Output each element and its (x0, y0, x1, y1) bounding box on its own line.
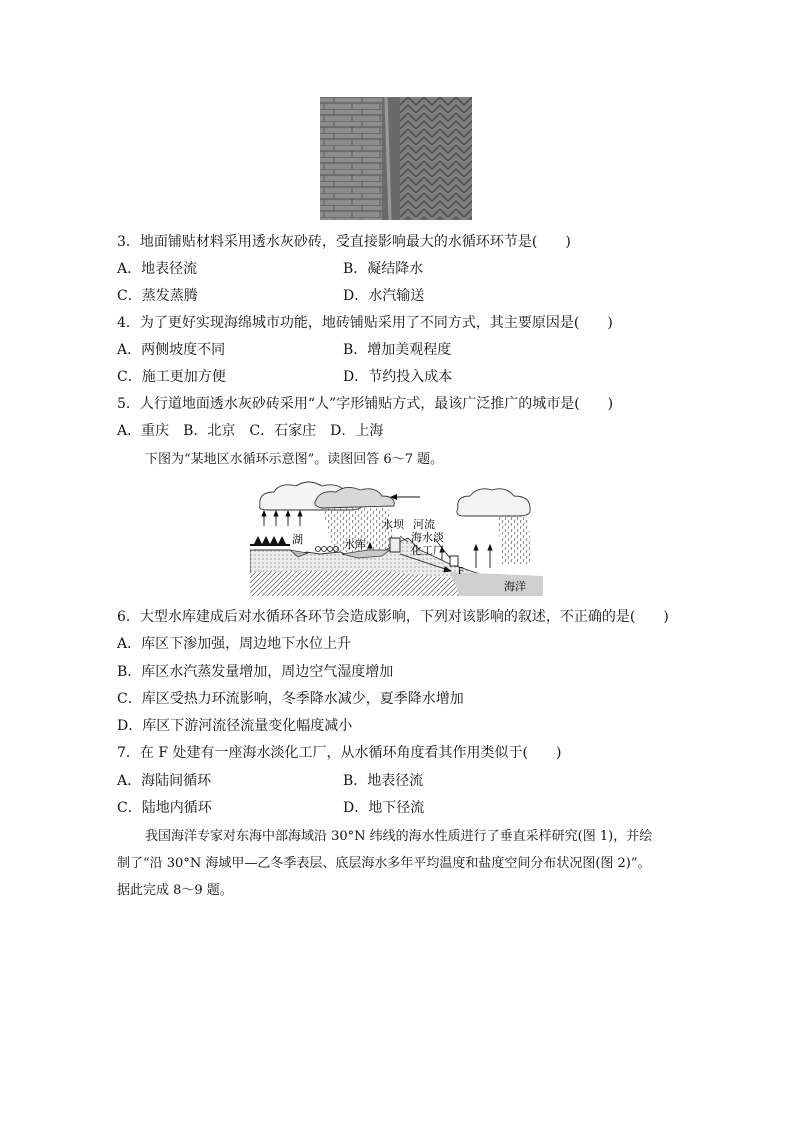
q5-stem: 5．人行道地面透水灰砂砖采用“人”字形铺贴方式，最该广泛推广的城市是( ) (117, 396, 614, 412)
q3-option-c[interactable]: C．蒸发蒸腾 (117, 288, 198, 304)
label-ocean: 海洋 (504, 581, 526, 593)
intro-6-7: 下图为“某地区水循环示意图”。读图回答 6～7 题。 (145, 452, 444, 467)
desalination-factory (450, 556, 458, 566)
ocean-water (450, 572, 543, 596)
pavement-photo (320, 97, 472, 220)
q6-option-a[interactable]: A．库区下渗加强，周边地下水位上升 (117, 636, 352, 652)
q6-stem: 6．大型水库建成后对水循环各环节会造成影响，下列对该影响的叙述，不正确的是( ) (117, 609, 669, 625)
intro-8-9-line3: 据此完成 8～9 题。 (117, 883, 233, 898)
q3-stem: 3．地面铺贴材料采用透水灰砂砖，受直接影响最大的水循环环节是( ) (117, 234, 571, 250)
label-lake: 湖 (292, 534, 303, 546)
label-reservoir: 水库 (344, 539, 366, 551)
q3-option-d[interactable]: D．水汽输送 (343, 288, 425, 304)
q4-stem: 4．为了更好实现海绵城市功能，地砖铺贴采用了不同方式，其主要原因是( ) (117, 315, 613, 331)
q7-stem: 7．在 F 处建有一座海水淡化工厂，从水循环角度看其作用类似于( ) (117, 745, 562, 761)
label-river: 河流 (413, 519, 435, 531)
q7-option-d[interactable]: D．地下径流 (343, 800, 425, 816)
q5-options[interactable]: A．重庆 B．北京 C．石家庄 D．上海 (117, 423, 384, 439)
q4-option-b[interactable]: B．增加美观程度 (343, 342, 452, 358)
q7-option-b[interactable]: B．地表径流 (343, 773, 424, 789)
right-cloud (457, 489, 530, 516)
label-point-f: F (458, 566, 464, 577)
water-cycle-diagram (250, 478, 543, 596)
rain-area-right (498, 516, 532, 564)
trees (250, 536, 290, 546)
intro-8-9-line1: 我国海洋专家对东海中部海域沿 30°N 纬线的海水性质进行了垂直采样研究(图 1)，并绘 (145, 829, 653, 844)
label-desalination-1: 海水淡 (411, 532, 444, 544)
q3-option-b[interactable]: B．凝结降水 (343, 261, 424, 277)
q7-option-a[interactable]: A．海陆间循环 (117, 773, 212, 789)
wind-arrow (390, 494, 420, 500)
q4-option-c[interactable]: C．施工更加方便 (117, 369, 226, 385)
q7-option-c[interactable]: C．陆地内循环 (117, 800, 212, 816)
dam (390, 538, 400, 552)
q6-option-c[interactable]: C．库区受热力环流影响，冬季降水减少，夏季降水增加 (117, 691, 464, 707)
q6-option-d[interactable]: D．库区下游河流径流量变化幅度减小 (117, 718, 353, 734)
label-dam: 水坝 (382, 519, 404, 531)
q4-option-d[interactable]: D．节约投入成本 (343, 369, 453, 385)
intro-8-9-line2: 制了“沿 30°N 海域甲—乙冬季表层、底层海水多年平均温度和盐度空间分布状况图(图 2)”。 (117, 856, 651, 871)
q4-option-a[interactable]: A．两侧坡度不同 (117, 342, 226, 358)
q3-option-a[interactable]: A．地表径流 (117, 261, 198, 277)
q6-option-b[interactable]: B．库区水汽蒸发量增加，周边空气湿度增加 (117, 664, 394, 680)
label-desalination-2: 化工厂 (411, 545, 444, 557)
